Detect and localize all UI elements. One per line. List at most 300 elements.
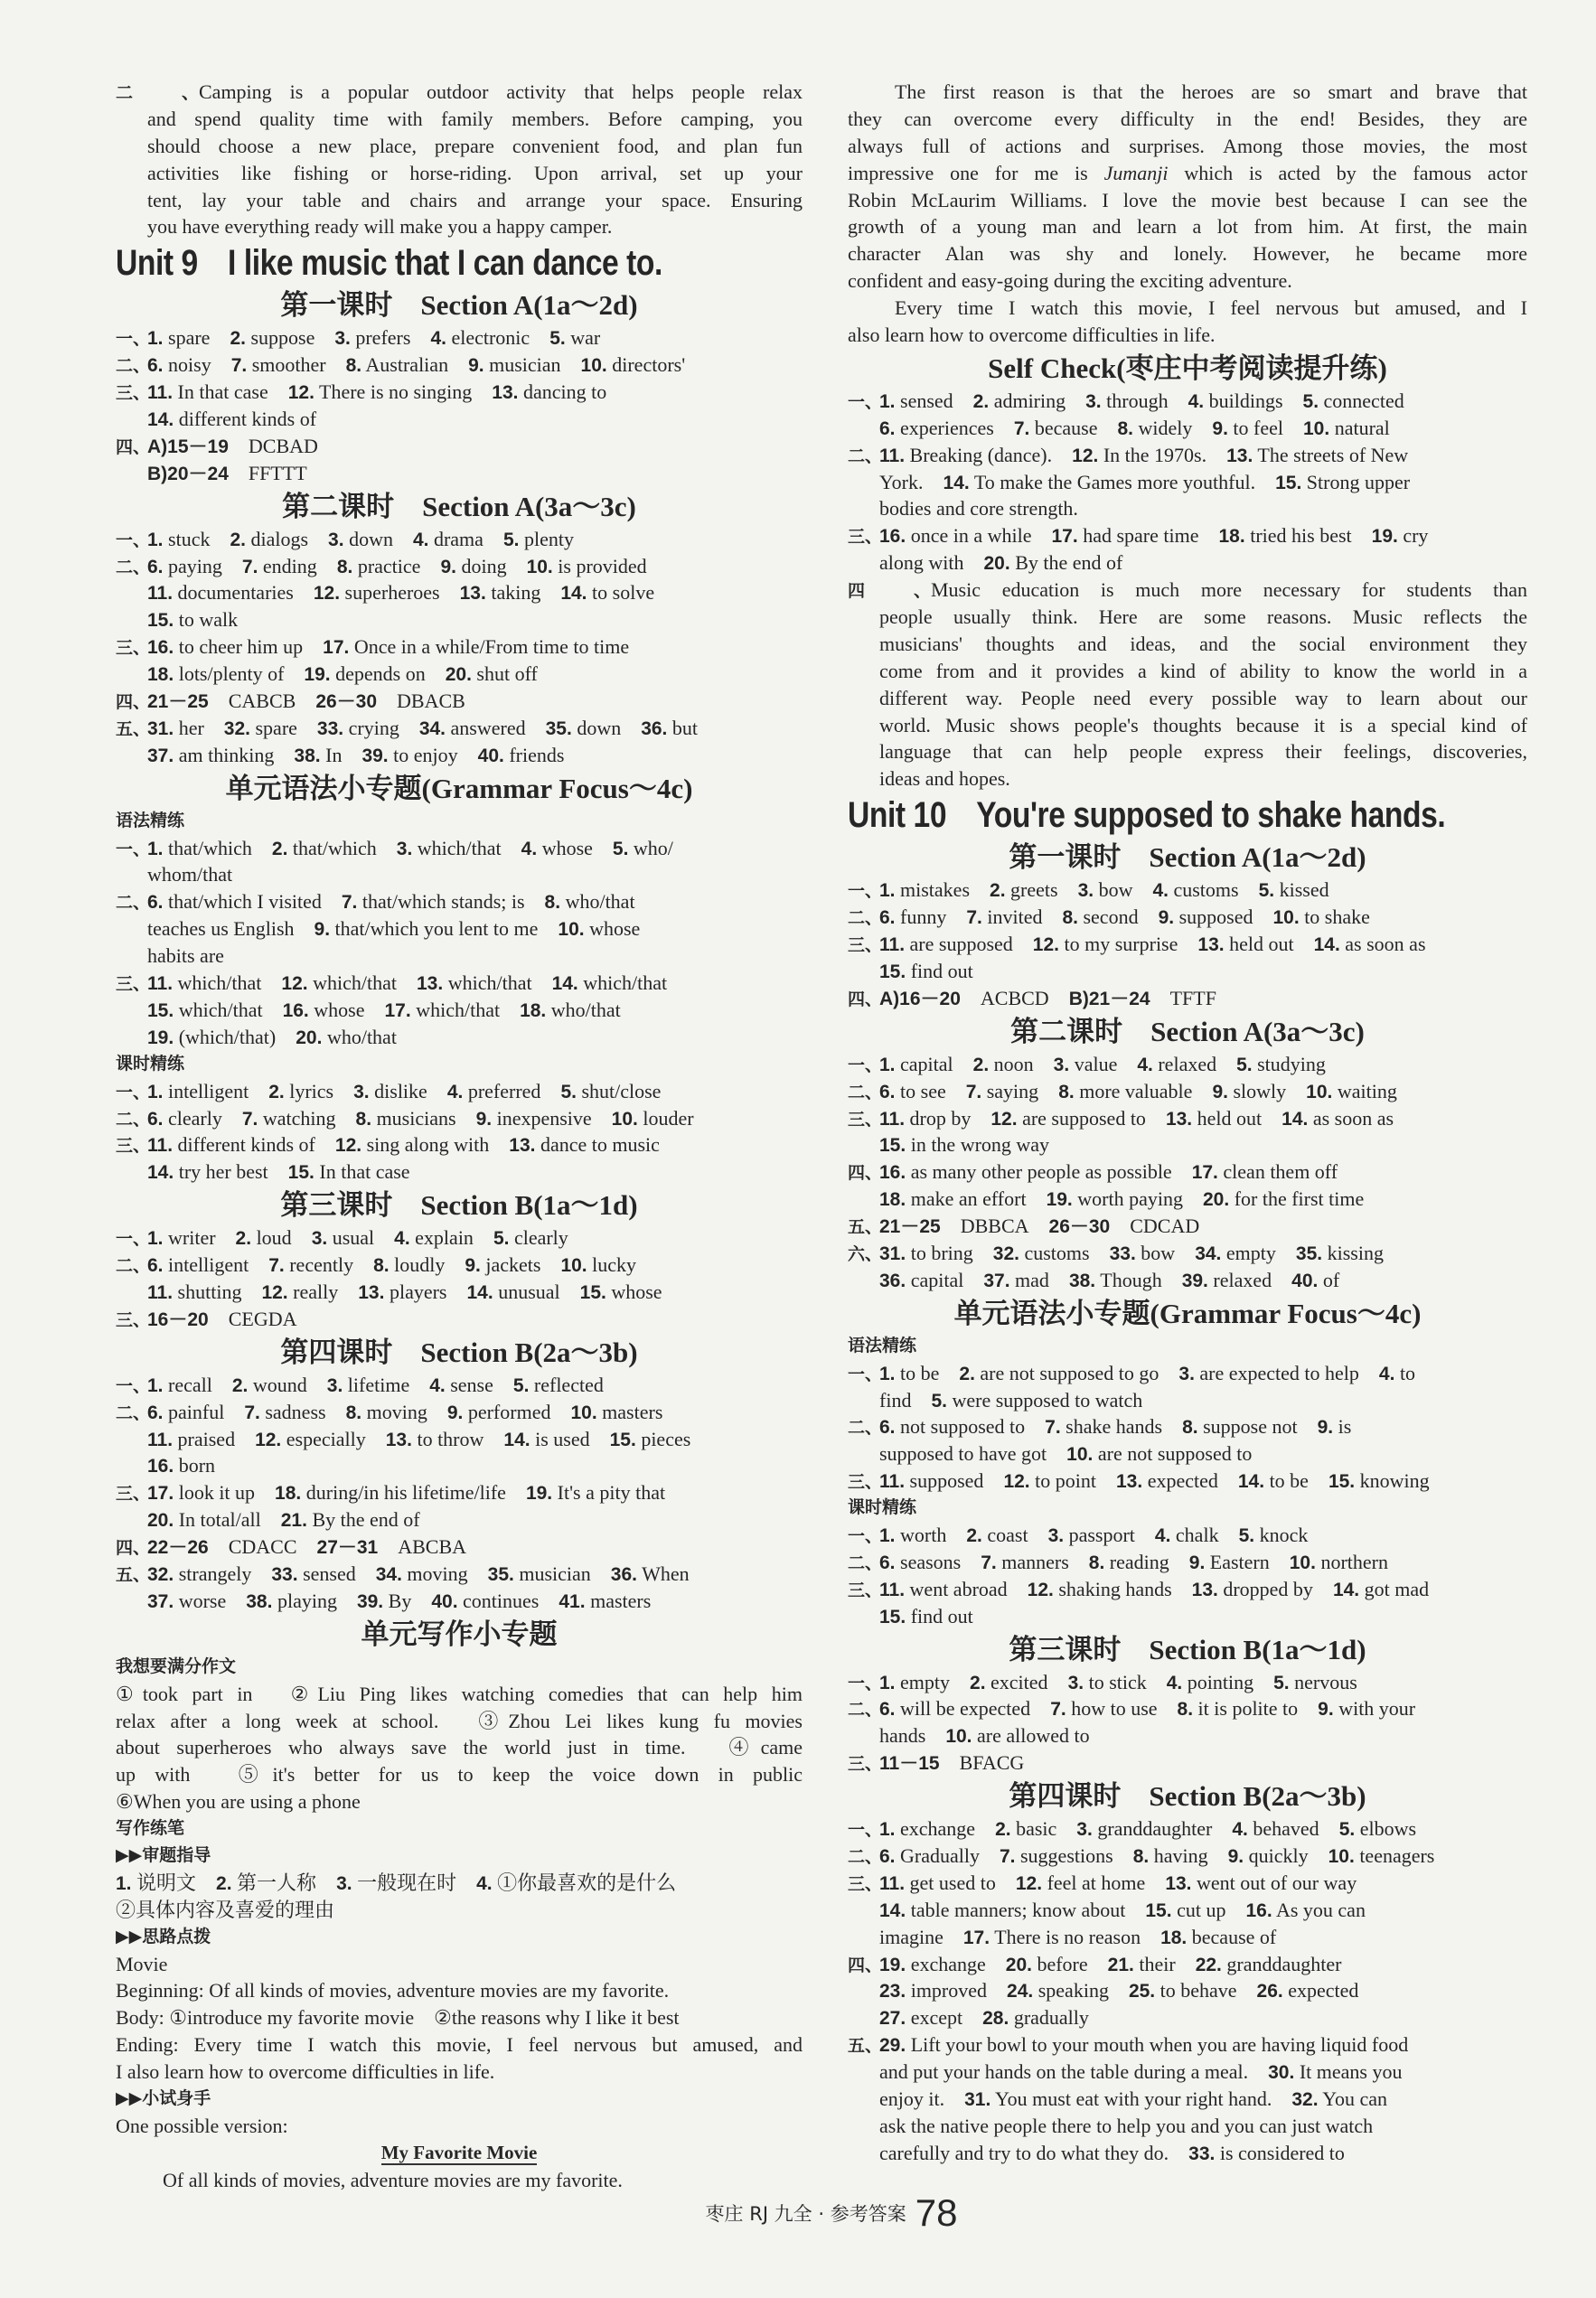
text-line [848, 106, 1527, 133]
answer-item [460, 581, 541, 604]
answer-item [1236, 1053, 1326, 1075]
answer-number: 6. [147, 1108, 164, 1130]
answer-line [116, 688, 803, 715]
answer-item [468, 353, 560, 376]
answer-number: 3. [396, 838, 413, 859]
answer-number: 14. [560, 583, 587, 605]
answer-text: capital [900, 1052, 953, 1075]
answer-text: coast [987, 1523, 1028, 1546]
answer-text: explain [415, 1226, 474, 1250]
answer-line [116, 1399, 803, 1426]
answer-item [879, 1871, 996, 1894]
answer-text: for the first time [1234, 1187, 1365, 1211]
answer-text: superheroes [344, 581, 440, 605]
answer-number: 14. [466, 1281, 493, 1303]
answer-item [879, 1817, 975, 1840]
answer-line [116, 1224, 803, 1252]
answer-item [1137, 1053, 1216, 1075]
subsection-label: 课时精练 [116, 1053, 185, 1074]
answer-text: manners [1001, 1550, 1069, 1573]
answer-text: to solve [592, 581, 655, 605]
answer-text: noon [993, 1052, 1034, 1075]
question-group-number: 一、 [848, 1525, 883, 1546]
answer-item [376, 1562, 468, 1585]
answer-line [116, 1506, 803, 1534]
answer-text: clearly [513, 1226, 568, 1250]
answer-item [315, 689, 377, 712]
text-content: come from and it provides a kind of ability to know the world in a [879, 659, 1527, 682]
answer-item [147, 717, 204, 739]
answer-text: speaking [1037, 1979, 1109, 2003]
section-heading: 第三课时 Section B(1a～1d) [280, 1189, 638, 1222]
section-heading: 第四课时 Section B(2a～3b) [280, 1336, 638, 1368]
answer-item [476, 1107, 592, 1130]
question-group-number: 三、 [116, 383, 151, 404]
answer-item [1033, 933, 1178, 955]
answer-number: 36. [641, 718, 668, 739]
answer-text: continues [463, 1589, 540, 1612]
subsection-label: ▶▶审题指导 [116, 1844, 211, 1865]
text-content: ①took part in ②Liu Ping likes watching comedies that can help him [116, 1682, 803, 1705]
answer-item [1167, 1671, 1253, 1693]
answer-number: 1. [879, 1524, 896, 1546]
answer-text: musician [489, 353, 561, 377]
answer-number: 14. [147, 409, 174, 431]
answer-text: because [1034, 416, 1098, 439]
answer-number: 14. [879, 1899, 906, 1921]
answer-item [879, 1953, 986, 1975]
answer-number: 12. [287, 382, 315, 404]
answer-item [147, 462, 229, 484]
answer-item [334, 326, 410, 349]
answer-item [314, 581, 440, 604]
answer-text: answered [450, 716, 526, 739]
text-line [116, 1681, 803, 1708]
answer-number: 15. [879, 961, 906, 982]
answer-number: 18. [879, 1189, 906, 1211]
answer-item [612, 1107, 694, 1130]
answer-text: bow [1141, 1241, 1176, 1264]
question-group-number: 四、 [848, 1955, 883, 1975]
answer-text: connected [1323, 389, 1404, 412]
answer-item [224, 717, 297, 739]
answer-number: 15. [609, 1429, 636, 1450]
answer-text: sing along with [366, 1133, 490, 1157]
answer-text: Breaking (dance). [909, 443, 1053, 466]
answer-text: held out [1229, 933, 1294, 956]
answer-number: 8. [544, 892, 561, 914]
answer-line [848, 1158, 1527, 1186]
question-group-number: 一、 [116, 839, 151, 859]
answer-line [116, 915, 803, 943]
text-content: also learn how to overcome difficulties in life. [848, 324, 1216, 347]
answer-line [848, 1387, 1527, 1414]
text-line [116, 1761, 803, 1788]
answer-text: to behave [1159, 1979, 1237, 2003]
answer-text: is provided [558, 554, 647, 577]
text-content: character Alan was shy and lonely. However, he became more [848, 242, 1527, 266]
answer-text: different kinds of [177, 1133, 315, 1157]
answer-line [848, 1468, 1527, 1495]
answer-number: 10. [1328, 1845, 1355, 1867]
answer-text: jackets [485, 1253, 541, 1277]
answer-text: prefers [355, 326, 411, 350]
answer-text: reflected [533, 1373, 604, 1396]
question-group-number: 二、 [116, 1109, 151, 1130]
answer-text: try her best [178, 1160, 268, 1184]
answer-text: whose [314, 998, 365, 1021]
answer-number: 35. [487, 1563, 514, 1585]
answer-number: 15. [147, 999, 174, 1021]
answer-line [848, 1870, 1527, 1897]
answer-text: studying [1257, 1052, 1326, 1075]
question-group-number: 三、 [848, 1472, 883, 1493]
answer-item [1188, 2142, 1345, 2164]
answer-item [879, 1899, 1125, 1921]
answer-item [312, 1226, 374, 1249]
answer-number: 20. [147, 1510, 174, 1532]
answer-number: 20. [1005, 1954, 1032, 1975]
answer-number: 2. [972, 390, 990, 412]
answer-item [147, 1590, 226, 1612]
answer-text: customs [1024, 1241, 1090, 1264]
answer-line [848, 522, 1527, 549]
answer-number: 7. [268, 1255, 285, 1277]
essay-title [116, 2140, 803, 2167]
answer-item [1328, 1469, 1430, 1492]
answer-item [1245, 1899, 1365, 1921]
answer-item [116, 1899, 334, 1921]
text-line [116, 1977, 803, 2004]
answer-text: DCBAD [248, 434, 318, 457]
answer-item [879, 444, 1052, 466]
answer-number: 40. [477, 745, 504, 766]
text-line [848, 577, 1527, 604]
answer-number: 32. [223, 718, 250, 739]
answer-text: find out [910, 1604, 973, 1627]
answer-item [356, 1107, 456, 1130]
answer-text: CABCB [228, 689, 296, 713]
answer-number: 19. [879, 1954, 906, 1975]
answer-number: 25. [1128, 1981, 1156, 2003]
question-group-number: 四、 [116, 1538, 151, 1559]
question-group-number: 二、 [848, 1846, 883, 1867]
answer-text: of [1322, 1268, 1340, 1291]
answer-number: 8. [1058, 1081, 1075, 1102]
answer-item [1152, 878, 1238, 901]
answer-text: are not supposed to go [980, 1361, 1159, 1384]
answer-item [990, 1107, 1146, 1130]
answer-text: teaches us English [147, 917, 295, 941]
answer-text: exchange [910, 1952, 986, 1975]
answer-number: 4. [412, 529, 429, 550]
answer-text: empty [1225, 1241, 1276, 1264]
answer-text: Though [1100, 1268, 1162, 1291]
answer-item [466, 1280, 559, 1303]
answer-item [346, 353, 448, 376]
answer-number: 6. [879, 1081, 896, 1102]
answer-text: In that case [319, 1160, 410, 1184]
answer-text: knowing [1359, 1469, 1430, 1493]
answer-text: masters [602, 1400, 663, 1423]
answer-item [147, 1107, 222, 1130]
answer-item [993, 1242, 1090, 1264]
answer-text: to see [900, 1079, 946, 1102]
answer-number: 38. [294, 745, 321, 766]
text-content: ideas and hopes. [879, 767, 1010, 791]
answer-item [116, 1871, 196, 1894]
text-line [848, 765, 1527, 793]
answer-item [353, 1080, 427, 1102]
answer-text: The streets of New [1257, 443, 1409, 466]
answer-text: York. [879, 470, 924, 493]
answer-number: 6. [879, 417, 896, 439]
answer-number: 9. [1227, 1845, 1244, 1867]
answer-text: basic [1016, 1817, 1057, 1841]
answer-line [848, 1267, 1527, 1294]
answer-item [879, 878, 970, 901]
answer-item [879, 987, 961, 1009]
answer-item [244, 1401, 325, 1423]
answer-item [879, 2006, 962, 2029]
text-line [116, 2031, 803, 2059]
answer-number: 2. [268, 1081, 285, 1102]
answer-number: 1. [147, 328, 164, 350]
answer-number: 35. [545, 718, 572, 739]
answer-item [288, 380, 473, 403]
answer-text: war [570, 326, 601, 350]
text-line [848, 738, 1527, 765]
answer-number: 15. [1328, 1471, 1356, 1493]
text-content: Every time I watch this movie, I feel nervous but amused, and I [895, 296, 1527, 320]
answer-text: seasons [900, 1550, 962, 1573]
answer-text: To make the Games more youthful. [973, 470, 1256, 493]
answer-number: 19. [304, 664, 331, 686]
answer-text: 第一人称 [237, 1871, 317, 1894]
answer-line [848, 1977, 1527, 2004]
text-line [116, 2004, 803, 2031]
answer-number: 1. [147, 838, 164, 859]
answer-item [147, 353, 211, 376]
answer-number: 12. [1032, 934, 1059, 956]
answer-number: 10. [558, 919, 585, 941]
answer-item [272, 837, 377, 859]
answer-text: sadness [265, 1400, 326, 1423]
answer-text: more valuable [1079, 1079, 1193, 1102]
answer-line [848, 1951, 1527, 1978]
answer-item [963, 1926, 1141, 1948]
answer-text: doing [461, 554, 507, 577]
answer-number: 7. [965, 1081, 982, 1102]
answer-line [116, 1158, 803, 1186]
answer-number: 10. [526, 556, 553, 577]
answer-text: bodies and core strength. [879, 497, 1078, 521]
answer-item [147, 863, 232, 886]
answer-item [296, 1026, 397, 1048]
answer-number: 4. [430, 328, 446, 350]
answer-line [848, 1078, 1527, 1105]
answer-text: nervous [1294, 1670, 1357, 1693]
answer-text: are allowed to [977, 1724, 1090, 1748]
answer-item [373, 1253, 445, 1276]
answer-text: during/in his lifetime/life [305, 1481, 506, 1505]
answer-item [1296, 1242, 1384, 1264]
answer-number: 3. [1076, 1819, 1093, 1841]
answer-number: 31. [964, 2089, 991, 2110]
answer-text: pieces [641, 1427, 691, 1450]
answer-item [1069, 1269, 1162, 1291]
answer-item [1188, 389, 1283, 412]
answer-item [610, 1428, 691, 1450]
answer-text: In [325, 743, 343, 766]
answer-item [147, 837, 252, 859]
text-content: language that can help people express their feelings, discoveries, [879, 740, 1527, 764]
answer-item [1072, 444, 1206, 466]
section-heading: 第二课时 Section A(3a～3c) [282, 490, 636, 522]
answer-text: am thinking [178, 743, 275, 766]
answer-text: as many other people as possible [910, 1160, 1172, 1184]
answer-text: relaxed [1213, 1268, 1272, 1291]
answer-text: it is polite to [1197, 1697, 1299, 1721]
answer-text: depends on [335, 662, 426, 686]
answer-line [116, 324, 803, 352]
answer-text: suggestions [1020, 1843, 1113, 1867]
section-heading: 第二课时 Section A(3a～3c) [1010, 1015, 1365, 1047]
answer-text: smoother [251, 353, 326, 377]
answer-item [879, 1389, 911, 1412]
subsection-label: 我想要满分作文 [116, 1655, 237, 1676]
text-content: activities like fishing or horse-riding. Upon arrival, set up your [147, 161, 803, 184]
answer-item [1178, 1697, 1299, 1720]
text-content: relax after a long week at school. ③Zhou Lei likes kung fu movies [116, 1709, 803, 1732]
answer-line [116, 579, 803, 606]
answer-text: ①你最喜欢的是什么 [497, 1871, 677, 1894]
answer-number: 39. [361, 745, 389, 766]
answer-item [147, 1481, 255, 1504]
answer-number: 5. [1273, 1672, 1290, 1693]
answer-text: When [642, 1562, 690, 1585]
answer-text: whom/that [147, 863, 233, 886]
answer-item [281, 971, 397, 994]
answer-number: 13. [459, 583, 486, 605]
answer-number: 17. [962, 1927, 990, 1948]
answer-text: having [1153, 1843, 1208, 1867]
answer-item [335, 1133, 489, 1156]
answer-text: CDCAD [1130, 1215, 1200, 1238]
answer-number: 2. [230, 529, 246, 550]
answer-item [1196, 1953, 1342, 1975]
answer-item [966, 905, 1042, 928]
answer-number: 12. [334, 1135, 362, 1157]
answer-line [116, 1279, 803, 1306]
question-group-number: 二、 [848, 1082, 883, 1102]
answer-number: 10. [1303, 417, 1330, 439]
answer-text: shut/close [581, 1079, 662, 1102]
answer-text: stuck [168, 527, 211, 550]
section-heading: 第四课时 Section B(2a～3b) [1009, 1780, 1366, 1813]
answer-item [236, 1226, 292, 1249]
answer-text: mad [1015, 1268, 1049, 1291]
answer-text: relaxed [1158, 1052, 1217, 1075]
answer-item [1212, 417, 1283, 439]
answer-number: 14. [1332, 1579, 1360, 1600]
answer-text: who/that [326, 1025, 397, 1048]
answer-number: 6. [879, 907, 896, 929]
answer-line [848, 1213, 1527, 1240]
answer-item [147, 689, 209, 712]
answer-item [397, 837, 502, 859]
text-content: Movie [116, 1952, 168, 1975]
answer-number: B)20－24 [147, 463, 229, 484]
answer-line [848, 1576, 1527, 1603]
answer-item [147, 1253, 249, 1276]
answer-number: 12. [261, 1281, 288, 1303]
answer-item [966, 1080, 1038, 1102]
answer-item [230, 528, 308, 550]
subsection-label: 课时精练 [848, 1497, 917, 1518]
answer-number: 5. [549, 328, 566, 350]
answer-text: to cheer him up [178, 635, 304, 659]
answer-item [315, 917, 539, 940]
answer-item [964, 2087, 1272, 2110]
answer-line [116, 943, 803, 970]
answer-number: 20. [983, 553, 1010, 575]
question-group-number: 一、 [116, 329, 151, 350]
answer-number: 22－26 [147, 1537, 209, 1559]
answer-number: 1. [116, 1872, 132, 1894]
answer-text: ACBCD [980, 986, 1049, 1009]
question-group-number: 五、 [848, 2036, 883, 2057]
answer-number: 13. [1165, 1872, 1192, 1894]
answer-item [1303, 389, 1404, 412]
answer-line [848, 2004, 1527, 2031]
answer-number: 12. [1003, 1471, 1030, 1493]
answer-number: 10. [1306, 1081, 1333, 1102]
answer-item [503, 1428, 589, 1450]
answer-number: 7. [241, 1108, 258, 1130]
answer-item [336, 1871, 456, 1894]
answer-number: 14. [551, 973, 578, 995]
answer-text: value [1074, 1052, 1118, 1075]
answer-text: There is no singing [319, 380, 473, 404]
answer-text: mistakes [900, 878, 971, 902]
answer-number: 40. [1291, 1270, 1319, 1291]
answer-text: is considered to [1219, 2141, 1345, 2164]
text-line [848, 604, 1527, 631]
answer-item [1007, 1979, 1109, 2002]
answer-text: to point [1035, 1469, 1096, 1493]
answer-number: 10. [1066, 1444, 1094, 1466]
answer-text: DBACB [397, 689, 465, 713]
answer-item [1048, 1524, 1135, 1546]
answer-item [283, 999, 365, 1021]
answer-number: 8. [345, 355, 362, 377]
text-line [116, 1788, 803, 1815]
answer-text: lyrics [289, 1079, 334, 1102]
answer-number: 14. [147, 1162, 174, 1184]
answer-item [1085, 389, 1168, 412]
answer-text: supposed [1178, 905, 1253, 929]
answer-number: 3. [326, 1374, 343, 1396]
text-line [116, 2113, 803, 2140]
answer-line [116, 1252, 803, 1279]
answer-text: kissed [1279, 878, 1329, 902]
answer-text: which/that [313, 971, 397, 995]
answer-item [1228, 1844, 1309, 1867]
answer-item [342, 890, 525, 913]
answer-line [848, 1549, 1527, 1576]
question-group-number: 六、 [848, 1243, 883, 1264]
